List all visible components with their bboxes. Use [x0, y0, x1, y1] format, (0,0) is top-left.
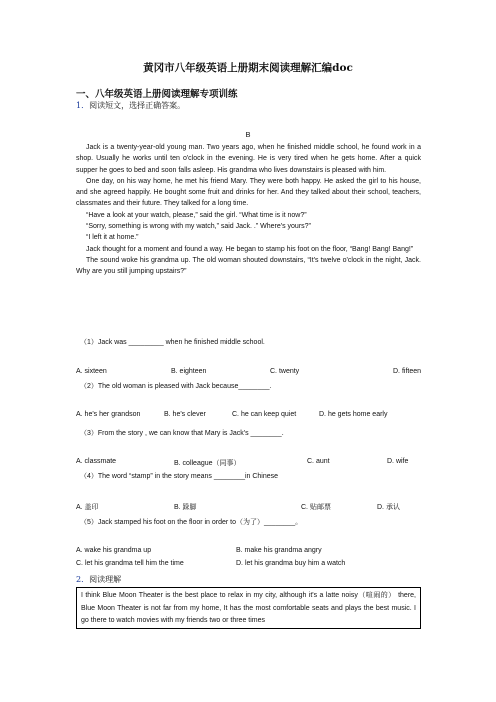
passage-box: I think Blue Moon Theater is the best place to relax in my city, although it's a latte noisy（喧闹的） there, Blue Moon Theater is not far from my home, It has the most comfortable seats and plays the best music. I go there to watch movies with my friends two or three times: [76, 587, 421, 629]
option-b[interactable]: B. make his grandma angry: [236, 547, 322, 554]
question-stem: （5）Jack stamped his foot on the floor in order to（为了）________。: [80, 519, 303, 526]
option-a[interactable]: A. wake his grandma up: [76, 547, 152, 554]
option-a[interactable]: A. he's her grandson: [76, 411, 141, 418]
section-heading: 一、八年级英语上册阅读理解专项训练: [76, 89, 238, 100]
option-a[interactable]: A. 盖印: [76, 504, 99, 511]
question-1-instruction: 阅读短文，选择正确答案。: [89, 101, 186, 110]
passage-paragraph: “I left it at home.”: [86, 234, 139, 242]
option-a[interactable]: A. classmate: [76, 458, 117, 465]
question-1-number: 1．: [76, 101, 90, 110]
document-title: 黄冈市八年级英语上册期末阅读理解汇编doc: [143, 62, 353, 74]
option-b[interactable]: B. he's clever: [164, 411, 206, 418]
option-b[interactable]: B. 跺脚: [174, 504, 197, 511]
option-c[interactable]: C. aunt: [307, 458, 330, 465]
option-c[interactable]: C. let his grandma tell him the time: [76, 560, 184, 567]
question-2-number: 2．: [76, 575, 90, 584]
question-stem: （4）The word “stamp” in the story means ________in Chinese: [80, 473, 279, 480]
question-stem: （2）The old woman is pleased with Jack because________.: [80, 383, 272, 390]
passage-paragraph: One day, on his way home, he met his friend Mary. They were both happy. He asked the girl to his house, and she agreed happily. He bought some fruit and drinks for her. And they talked about their school, teachers, classmates and their future. They talked for a long time.: [76, 177, 421, 208]
option-b[interactable]: B. eighteen: [171, 368, 207, 375]
passage-paragraph: “Have a look at your watch, please,” said the girl. “What time is it now?”: [86, 211, 307, 219]
question-2-instruction: 阅读理解: [89, 575, 122, 584]
option-d[interactable]: D. fifteen: [393, 368, 422, 375]
option-b[interactable]: B. colleague（同事）: [174, 460, 241, 467]
option-d[interactable]: D. he gets home early: [319, 411, 388, 418]
passage-paragraph: Jack thought for a moment and found a way. He began to stamp his foot on the floor, “Bang! Bang! Bang!”: [86, 245, 414, 253]
passage-paragraph: “Sorry, something is wrong with my watch,” said Jack. .” Where's yours?”: [86, 223, 311, 231]
passage-label: B: [245, 130, 251, 139]
passage-paragraph: The sound woke his grandma up. The old woman shouted downstairs, “It's twelve o'clock in the night, Jack. Why are you still jumping upstairs?”: [76, 256, 421, 276]
option-d[interactable]: D. wife: [387, 458, 409, 465]
question-2-heading: [76, 574, 121, 585]
question-1-heading: [76, 100, 185, 111]
option-c[interactable]: C. 贴邮票: [301, 504, 331, 511]
option-c[interactable]: C. twenty: [270, 368, 300, 375]
option-c[interactable]: C. he can keep quiet: [232, 411, 297, 418]
question-stem: （1）Jack was _________ when he finished middle school.: [80, 339, 265, 346]
option-a[interactable]: A. sixteen: [76, 368, 107, 375]
reading-passage: [76, 142, 421, 278]
option-d[interactable]: D. 承认: [377, 504, 400, 511]
passage-paragraph: Jack is a twenty-year-old young man. Two years ago, when he finished middle school, he found work in a shop. Usually he works until ten o'clock in the evening. He is very tired when he gets home. After a quick supper he goes to bed and soon falls asleep. His grandma who lives downstairs is pleased with him.: [76, 144, 421, 174]
question-stem: （3）From the story , we can know that Mary is Jack's ________.: [80, 430, 284, 437]
option-d[interactable]: D. let his grandma buy him a watch: [236, 560, 346, 567]
